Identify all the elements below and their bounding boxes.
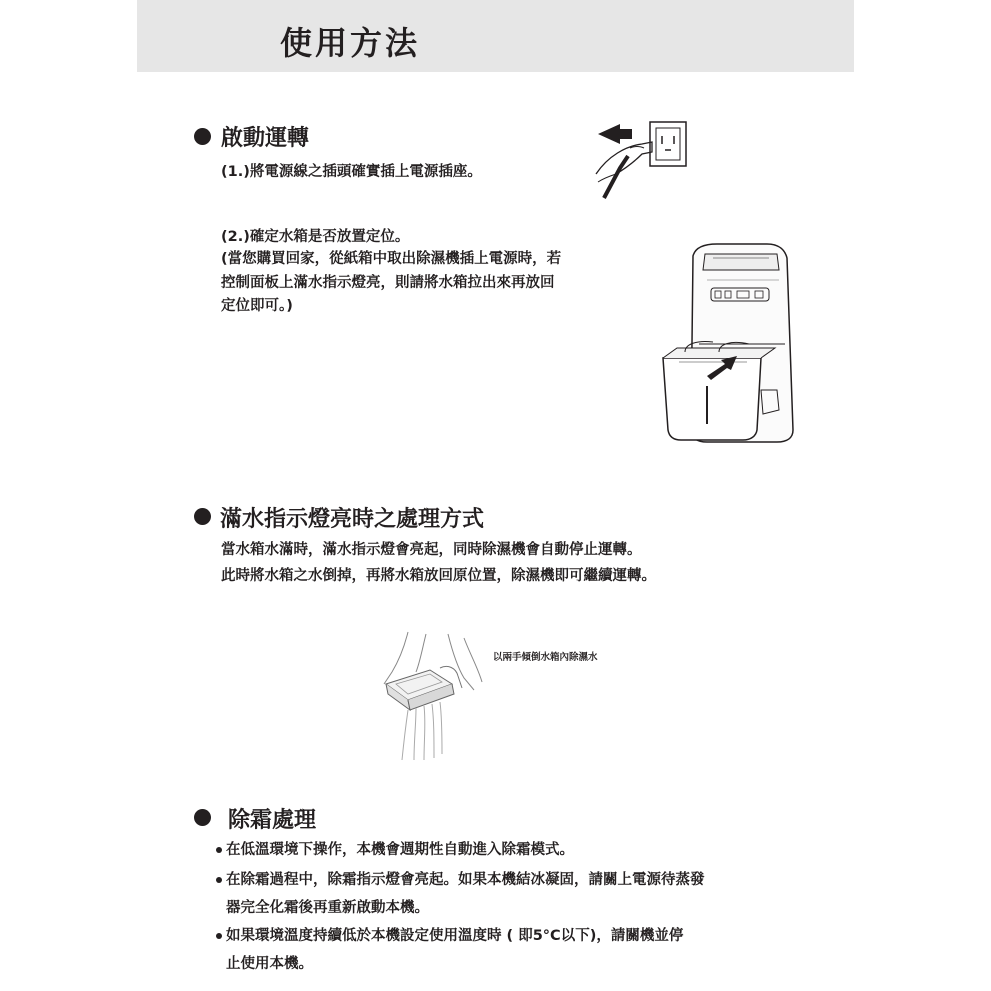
section-bullet <box>194 508 211 525</box>
section-bullet <box>194 128 211 145</box>
defrost-item-2-line-2: 器完全化霜後再重新啟動本機。 <box>226 900 429 916</box>
plug-into-socket-illustration <box>590 112 695 202</box>
start-step-2-line-2: (當您購買回家，從紙箱中取出除濕機插上電源時，若 <box>221 251 562 267</box>
section-heading-fullwater: 滿水指示燈亮時之處理方式 <box>220 507 485 532</box>
dehumidifier-water-tank-illustration <box>657 240 802 450</box>
defrost-item-1-line-1: 在低溫環境下操作，本機會週期性自動進入除霜模式。 <box>226 842 574 858</box>
section-bullet <box>194 809 211 826</box>
start-step-1: (1.)將電源線之插頭確實插上電源插座。 <box>221 164 482 180</box>
header-band <box>137 0 854 72</box>
section-heading-defrost: 除霜處理 <box>228 808 317 833</box>
defrost-item-3-line-2: 止使用本機。 <box>226 956 313 972</box>
fullwater-line-2: 此時將水箱之水倒掉，再將水箱放回原位置，除濕機即可繼續運轉。 <box>221 568 656 584</box>
start-step-2-line-3: 控制面板上滿水指示燈亮，則請將水箱拉出來再放回 <box>221 275 555 291</box>
list-bullet <box>216 933 222 939</box>
defrost-item-2-line-1: 在除霜過程中，除霜指示燈會亮起。如果本機結冰凝固，請關上電源待蒸發 <box>226 872 705 888</box>
pouring-water-illustration <box>378 628 488 763</box>
pouring-water-caption: 以兩手傾倒水箱內除濕水 <box>493 652 598 663</box>
list-bullet <box>216 877 222 883</box>
defrost-item-3-line-1: 如果環境溫度持續低於本機設定使用溫度時 ( 即5°C以下)，請關機並停 <box>226 928 684 944</box>
section-heading-start: 啟動運轉 <box>221 126 310 151</box>
page-title: 使用方法 <box>280 24 421 62</box>
fullwater-line-1: 當水箱水滿時，滿水指示燈會亮起，同時除濕機會自動停止運轉。 <box>221 542 642 558</box>
start-step-2-line-1: (2.)確定水箱是否放置定位。 <box>221 229 410 245</box>
list-bullet <box>216 847 222 853</box>
start-step-2-line-4: 定位即可。) <box>221 298 293 314</box>
